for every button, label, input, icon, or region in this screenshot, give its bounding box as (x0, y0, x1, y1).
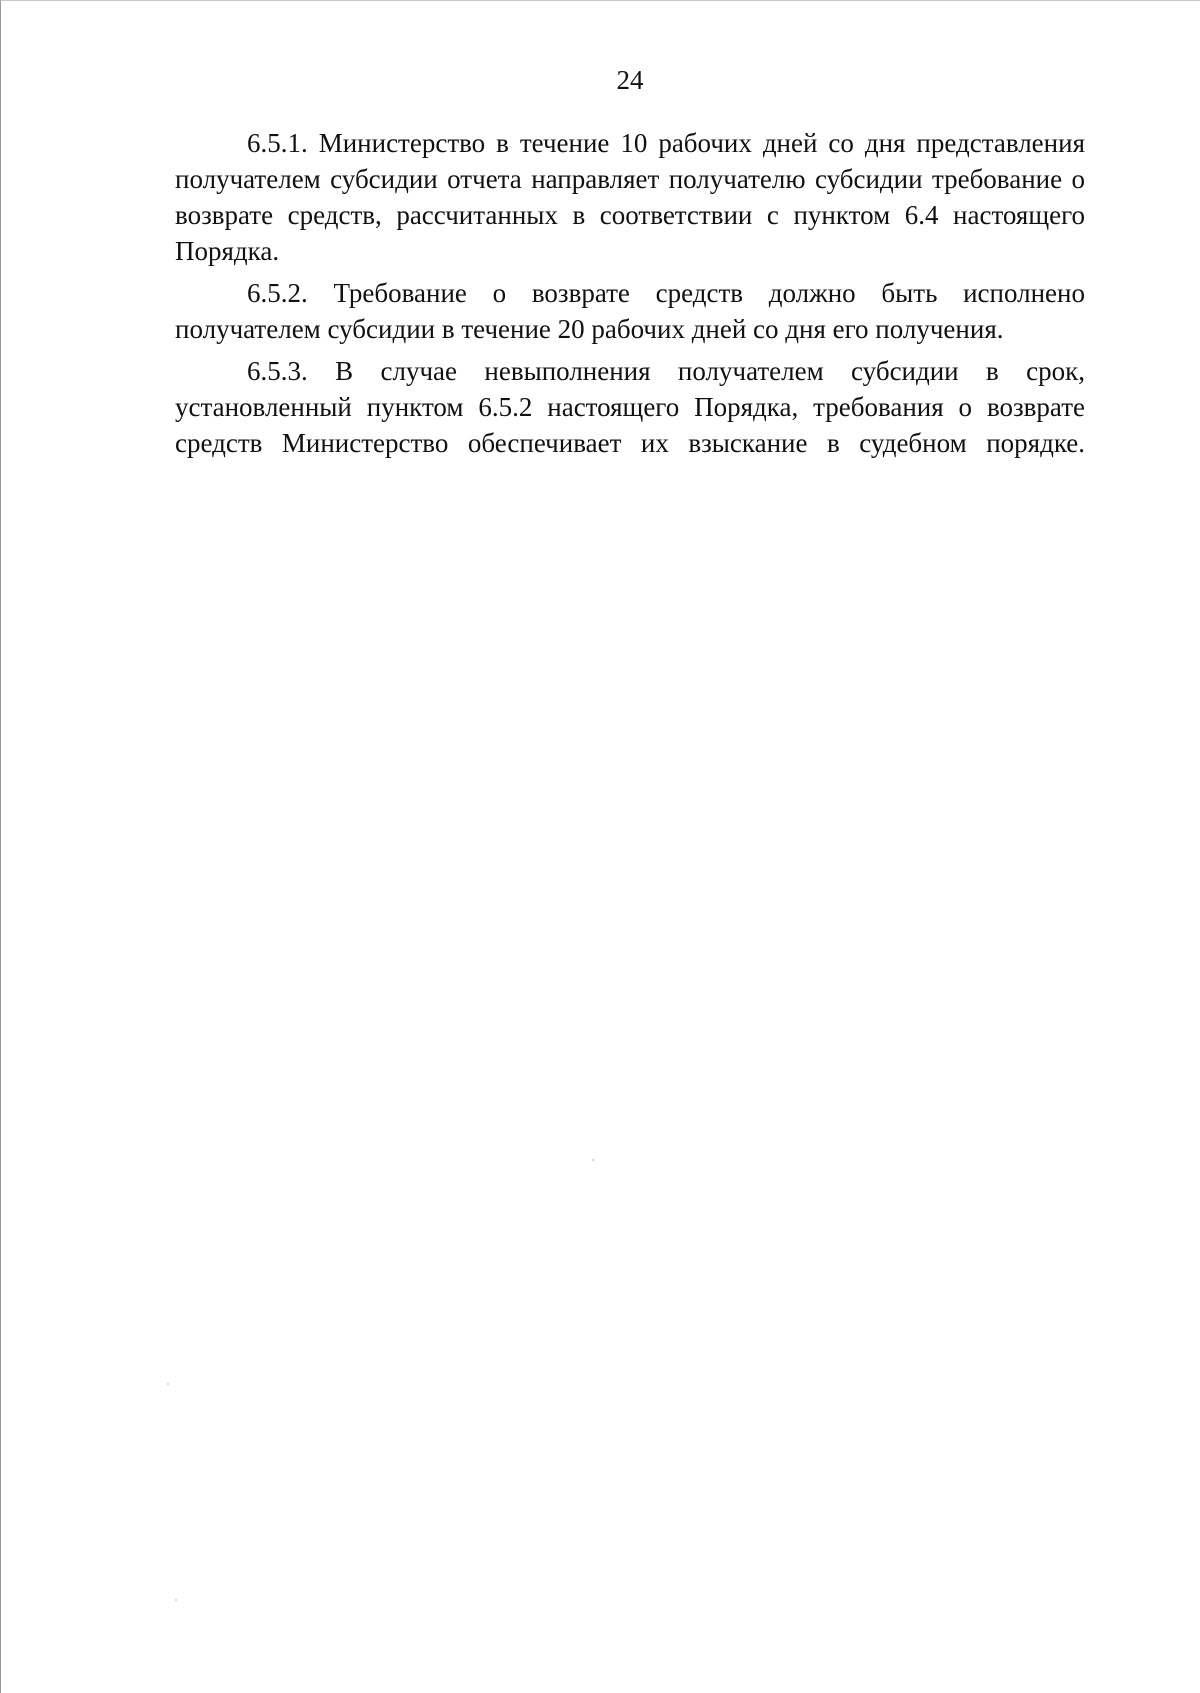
scan-speck (592, 1159, 594, 1161)
document-body (175, 125, 1085, 467)
paragraph-6-5-1: 6.5.1. Министерство в течение 10 рабочих дней со дня представления получателем субсидии отчета направляет получателю субсидии требование о возврате средств, рассчитанных в соответствии с пунктом 6.4 настоящего Порядка. (175, 128, 1085, 266)
paragraph-6-5-3: 6.5.3. В случае невыполнения получателем субсидии в срок, установленный пунктом 6.5.2 настоящего Порядка, требования о возврате средств Министерство обеспечивает их взыскание в судебном порядке. (175, 356, 1085, 458)
page-number: 24 (616, 65, 644, 95)
scan-speck (175, 1599, 177, 1601)
paragraph-6-5-2: 6.5.2. Требование о возврате средств должно быть исполнено получателем субсидии в течение 20 рабочих дней со дня его получения. (175, 278, 1085, 344)
scan-speck (167, 1383, 169, 1385)
